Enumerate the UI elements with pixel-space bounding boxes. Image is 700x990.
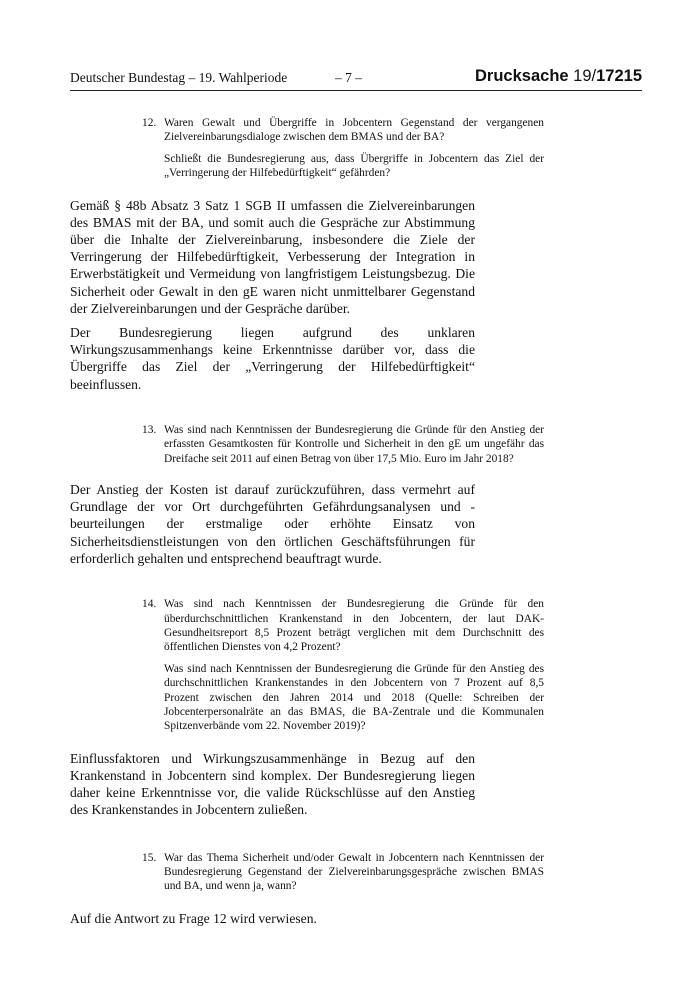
question-12	[142, 116, 544, 181]
question-number: 13.	[142, 423, 157, 436]
document-number	[475, 67, 642, 86]
question-subtext: Was sind nach Kenntnissen der Bundesregierung die Gründe für den Anstieg des durchschnittlichen Krankenstandes in den Jobcentern von 7 Prozent auf 8,5 Prozent zwischen den Jahren 2014 und 2018 (Quelle: Schreiben der Jobcenterpersonalräte an das BMAS, die BA-Zentrale und die Kommunalen Spitzenverbände vom 22. November 2019)?	[164, 662, 544, 733]
page-header	[70, 68, 642, 91]
question-text: War das Thema Sicherheit und/oder Gewalt in Jobcentern nach Kenntnissen der Bundesregierung Gegenstand der Zielvereinbarungsgespräche zwischen BMAS und BA, und wenn ja, wann?	[164, 851, 544, 893]
question-text: Was sind nach Kenntnissen der Bundesregierung die Gründe für den überdurchschnittlichen Krankenstand in den Jobcentern, der laut DAK-Gesundheitsreport 8,5 Prozent beträgt verglichen mit dem Durchschnitt des öffentlichen Dienstes von 4,2 Prozent?	[164, 598, 544, 654]
page-number: – 7 –	[335, 70, 362, 85]
question-text: Was sind nach Kenntnissen der Bundesregierung die Gründe für den Anstieg der erfassten Gesamtkosten für Kontrolle und Sicherheit in den gE um ungefähr das Dreifache seit 2011 auf einen Betrag von über 17,5 Mio. Euro im Jahr 2018?	[164, 423, 544, 465]
answer-paragraph: Auf die Antwort zu Frage 12 wird verwiesen.	[70, 910, 317, 926]
question-subtext: Schließt die Bundesregierung aus, dass Übergriffe in Jobcentern das Ziel der „Verringerung der Hilfebedürftigkeit“ gefährden?	[164, 152, 544, 180]
question-number: 14.	[142, 598, 157, 611]
question-number: 15.	[142, 851, 157, 864]
document-number-bold: 17215	[596, 67, 642, 85]
question-13	[142, 423, 544, 466]
document-number-prefix: 19/	[568, 67, 597, 85]
question-text: Waren Gewalt und Übergriffe in Jobcentern Gegenstand der vergangenen Zielvereinbarungsdialoge zwischen dem BMAS und der BA?	[164, 117, 544, 144]
question-14	[142, 597, 544, 734]
answer-paragraph: Der Anstieg der Kosten ist darauf zurückzuführen, dass vermehrt auf Grundlage der vor Ort durchgeführten Gefährdungsanalysen und -beurteilungen der erstmalige oder erhöhte Einsatz von Sicherheitsdienstleistungen von den örtlichen Geschäftsführungen für erforderlich gehalten und entsprechend beauftragt wurde.	[70, 482, 475, 566]
answer-paragraph: Einflussfaktoren und Wirkungszusammenhänge in Bezug auf den Krankenstand in Jobcentern sind komplex. Der Bundesregierung liegen daher keine Erkenntnisse vor, die valide Rückschlüsse auf den Anstieg des Krankenstandes in Jobcentern zuließen.	[70, 750, 475, 818]
answer-paragraph: Der Bundesregierung liegen aufgrund des unklaren Wirkungszusammenhangs keine Erkenntnisse darüber vor, dass die Übergriffe das Ziel der „Verringerung der Hilfebedürftigkeit“ beeinflussen.	[70, 325, 475, 392]
question-number: 12.	[142, 117, 157, 129]
page-content	[70, 116, 642, 927]
answer-paragraph: Gemäß § 48b Absatz 3 Satz 1 SGB II umfassen die Zielvereinbarungen des BMAS mit der BA, und somit auch die Gespräche zur Abstimmung über die Inhalte der Zielvereinbarung, insbesondere die Ziele der Verringerung der Hilfebedürftigkeit, Verbesserung der Integration in Erwerbstätigkeit und Vermeidung von langfristigem Leistungsbezug. Die Sicherheit oder Gewalt in den gE waren nicht unmittelbarer Gegenstand der Zielvereinbarungen und der Gespräche darüber.	[70, 197, 475, 316]
document-label: Drucksache	[475, 67, 569, 85]
header-publication: Deutscher Bundestag – 19. Wahlperiode	[70, 70, 288, 85]
question-15	[142, 851, 544, 894]
